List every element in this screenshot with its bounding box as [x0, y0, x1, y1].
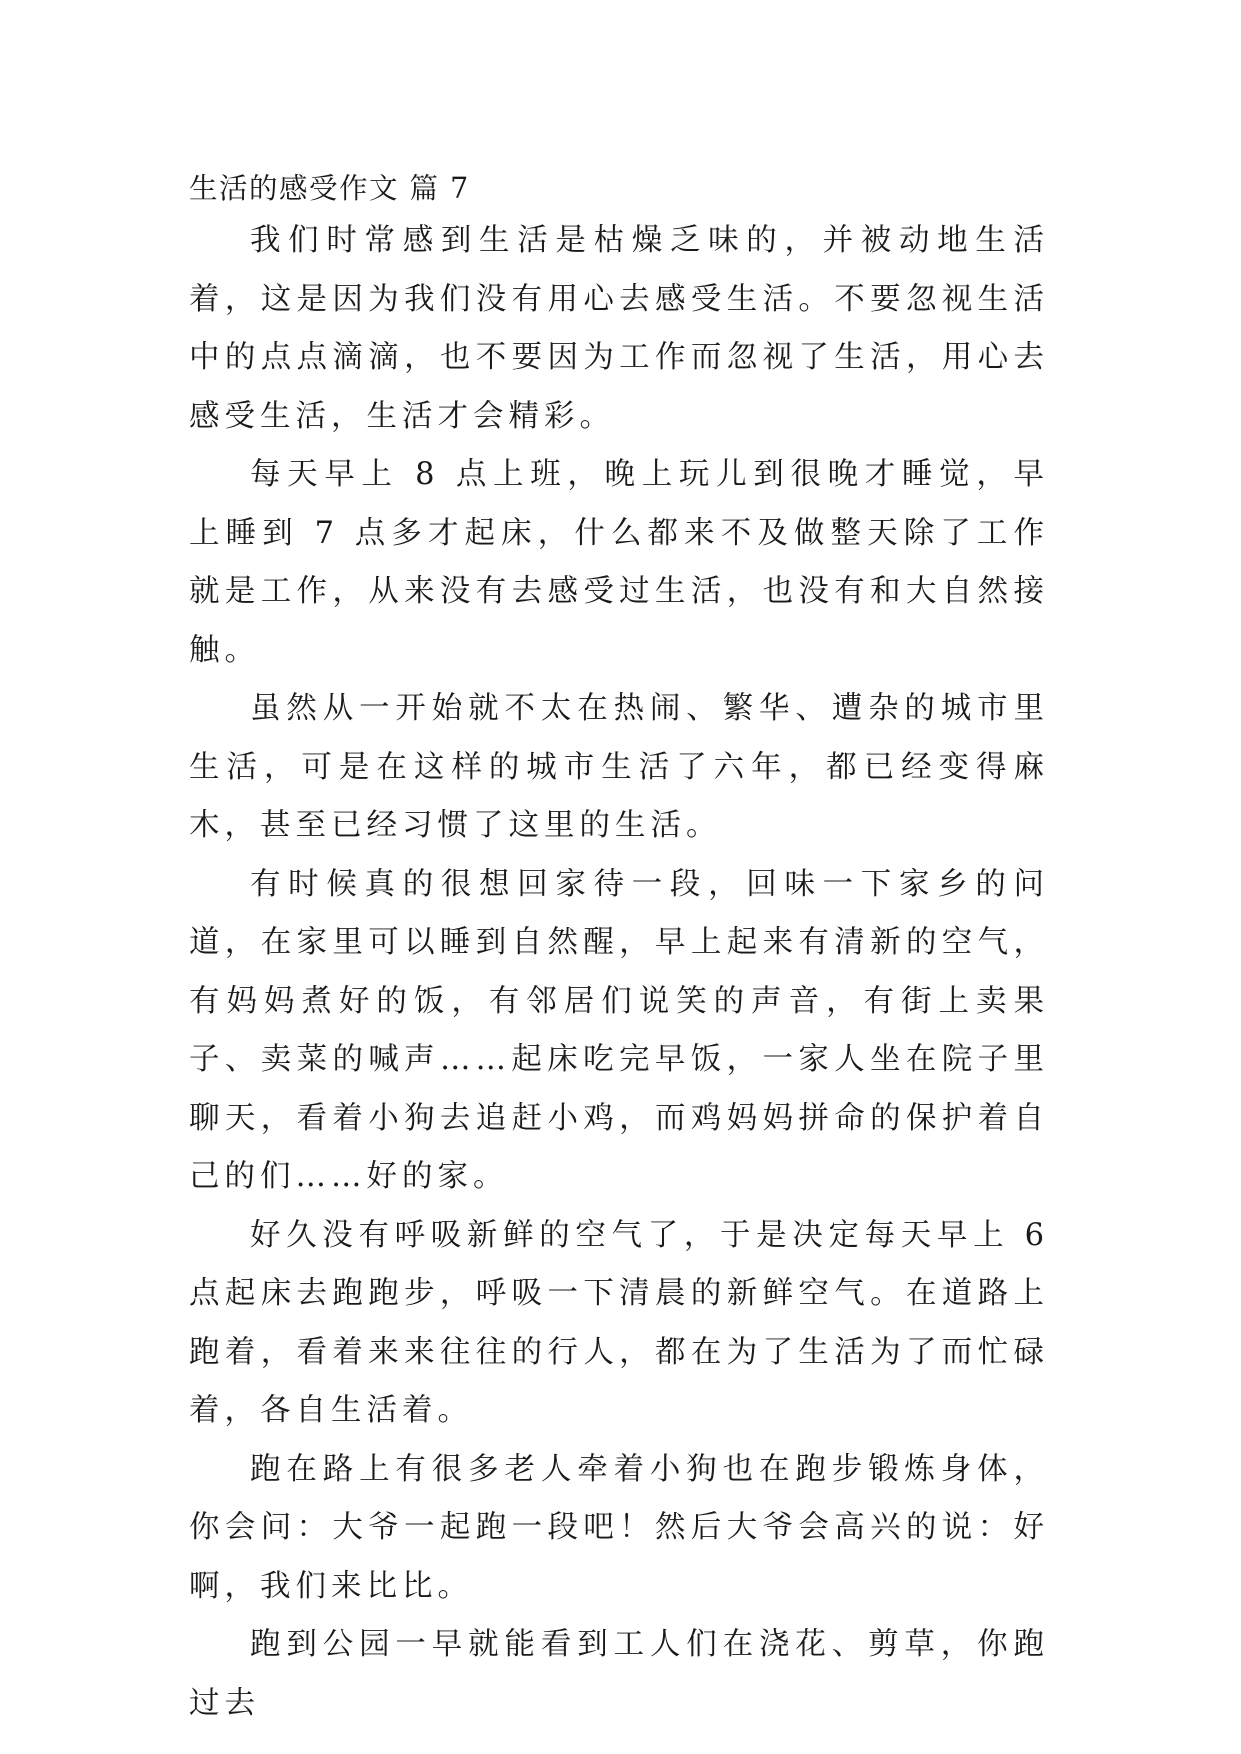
paragraph-4: 有时候真的很想回家待一段，回味一下家乡的问道，在家里可以睡到自然醒，早上起来有清新的空气，有妈妈煮好的饭，有邻居们说笑的声音，有街上卖果子、卖菜的喊声……起床吃完早饭，一家人坐在院子里聊天，看着小狗去追赶小鸡，而鸡妈妈拼命的保护着自己的们……好的家。 — [189, 866, 1049, 1194]
paragraph-6: 跑在路上有很多老人牵着小狗也在跑步锻炼身体，你会问：大爷一起跑一段吧！然后大爷会高兴的说：好啊，我们来比比。 — [189, 1451, 1049, 1604]
document-title: 生活的感受作文 篇 7 — [189, 172, 470, 205]
paragraph-3: 虽然从一开始就不太在热闹、繁华、遭杂的城市里生活，可是在这样的城市生活了六年，都已经变得麻木，甚至已经习惯了这里的生活。 — [189, 691, 1049, 843]
document-page — [189, 166, 1049, 1733]
paragraph-5: 好久没有呼吸新鲜的空气了，于是决定每天早上 6 点起床去跑跑步，呼吸一下清晨的新鲜空气。在道路上跑着，看着来来往往的行人，都在为了生活为了而忙碌着，各自生活着。 — [189, 1217, 1049, 1428]
paragraph-2: 每天早上 8 点上班，晚上玩儿到很晚才睡觉，早上睡到 7 点多才起床，什么都来不及做整天除了工作就是工作，从来没有去感受过生活，也没有和大自然接触。 — [189, 457, 1049, 668]
paragraph-1: 我们时常感到生活是枯燥乏味的，并被动地生活着，这是因为我们没有用心去感受生活。不要忽视生活中的点点滴滴，也不要因为工作而忽视了生活，用心去感受生活，生活才会精彩。 — [189, 223, 1049, 434]
paragraph-7: 跑到公园一早就能看到工人们在浇花、剪草，你跑过去 — [189, 1627, 1049, 1721]
